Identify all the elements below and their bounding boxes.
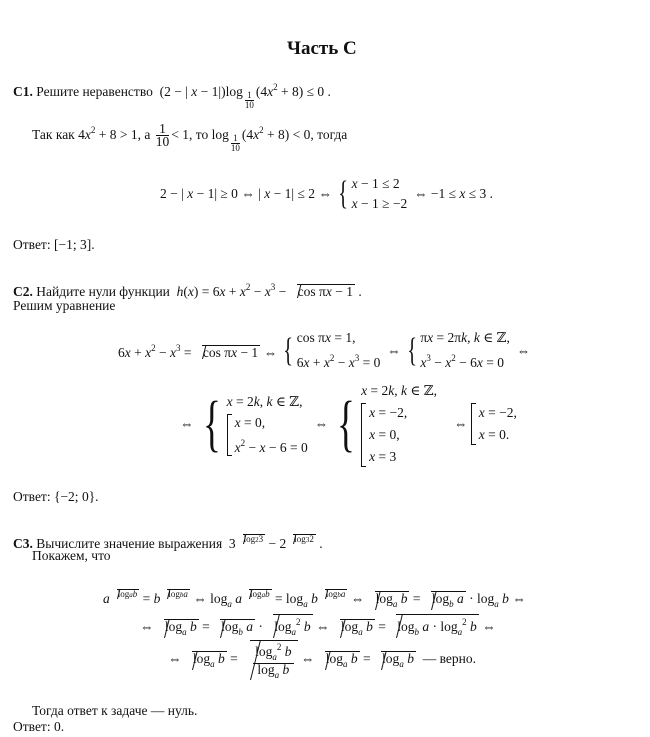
c2-statement: C2. Найдите нули функции $h(x) = 6x + x^2 - x^3 - \cos \pi x - 1$ . xyxy=(13,282,362,299)
c1-reason-and: , а xyxy=(137,127,151,142)
c1-answer-value: [−1; 3]. xyxy=(53,237,95,252)
c2-answer xyxy=(13,489,99,505)
c1-inequality: (2 − | x − 1|)log $\frac{1}{10}$ $(4x^2 + 8) \le 0$ . xyxy=(156,82,331,110)
c1-reason-then: , то xyxy=(188,127,209,142)
page-title: Часть C xyxy=(287,38,357,59)
c1-label: C1. xyxy=(13,84,33,99)
c3-answer-label: Ответ: xyxy=(13,719,51,734)
c3-statement: C3. Вычислите значение выражения 3 $^{log23}$ − 2 $^{log32}$ . xyxy=(13,534,323,551)
c3-conclusion: Тогда ответ к задаче — нуль. xyxy=(32,703,198,718)
c3-derivation-2: ⇔ $\log_a b = \log_b a \cdot \log_a^2 b$ ⇔ $\log_a b = \log_b a \cdot \log_a^2 b$ ⇔ xyxy=(140,614,496,639)
c2-solve-line: Решим уравнение xyxy=(13,298,116,313)
c1-statement xyxy=(13,79,331,110)
c1-answer xyxy=(13,237,95,253)
c1-derivation: 2 − | x − 1| ≥ 0 ⇔ | x − 1| ≤ 2 ⇔ { x − 1 ≤ 2 x − 1 ≥ −2 ⇔ −1 ≤ x ≤ 3 . xyxy=(160,175,494,212)
c2-task-text: Найдите нули функции xyxy=(36,284,170,299)
c3-derivation-1: a $^{logab}$ = b $^{logba}$ ⇔ $\log_a a$ $^{logab} = \log_a b$ $^{logba}$ ⇔ $\log_a b = \log_b a \cdot \log_a b$ ⇔ xyxy=(103,589,526,609)
c3-verdict: — верно. xyxy=(422,650,476,666)
c2-derivation-2: ⇔ { x = 2k, k ∈ ℤ, x = 0, $x^2 - x - 6 = 0$ ⇔ { x = 2k, k ∈ ℤ, x = −2, x = 0, x = 3 ⇔ x = −2, x = 0. xyxy=(180,380,517,468)
c3-answer-value: 0. xyxy=(53,719,65,734)
c3-label: C3. xyxy=(13,536,33,551)
c1-reason-end: , тогда xyxy=(310,127,348,142)
c2-label: C2. xyxy=(13,284,33,299)
c3-answer xyxy=(13,719,64,735)
c2-derivation-1: $6x + x^2 - x^3 = \cos \pi x - 1$ ⇔ { cos πx = 1, $6x + x^2 - x^3 = 0$ ⇔ { πx = 2πk, k ∈ ℤ, $x^3 - x^2 - 6x = 0$ ⇔ xyxy=(118,330,531,370)
c3-task-text: Вычислите значение выражения xyxy=(36,536,223,551)
c3-show-line: Покажем, что xyxy=(32,548,111,563)
c1-reason-prefix: Так как xyxy=(32,127,75,142)
c1-reasoning: Так как $4x^2 + 8 > 1$, а $\frac{1}{10}$ < 1, то log $\frac{1}{10}$ $(4x^2 + 8) < 0$, тогда xyxy=(32,121,348,153)
c2-answer-value: {−2; 0}. xyxy=(53,489,99,504)
c1-answer-label: Ответ: xyxy=(13,237,51,252)
c2-answer-label: Ответ: xyxy=(13,489,51,504)
c3-derivation-3: ⇔ $\log_a b$ = $\frac{\log_a^2 b}{\log_a b}$ ⇔ $\log_a b = \log_a b$ — верно. xyxy=(168,642,476,680)
c1-task-text: Решите неравенство xyxy=(36,84,153,99)
